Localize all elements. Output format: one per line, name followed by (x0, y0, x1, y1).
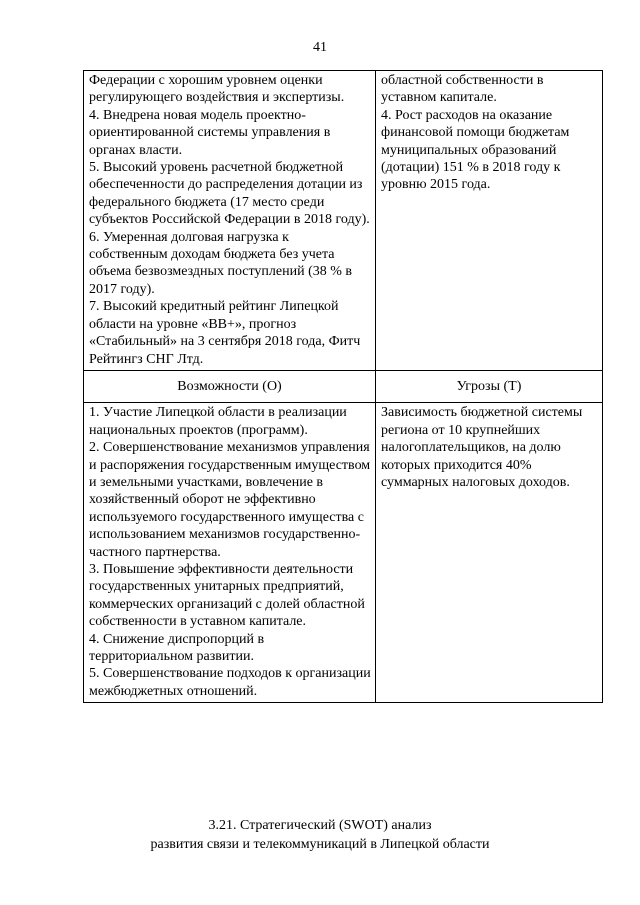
list-item: 4. Снижение диспропорций в территориальном развитии. (89, 631, 265, 664)
list-item: 5. Высокий уровень расчетной бюджетной обеспеченности до распределения дотации из федерального бюджета (17 место среди субъектов Российской Федерации в 2018 году). (89, 160, 370, 228)
opportunities-header: Возможности (О) (84, 370, 376, 402)
list-item: 4. Рост расходов на оказание финансовой помощи бюджетам муниципальных образований (дотации) 151 % в 2018 году к уровню 2015 года. (381, 107, 570, 193)
list-item: 4. Внедрена новая модель проектно-ориентированной системы управления в органах власти. (89, 107, 331, 158)
table-header-row (84, 370, 603, 402)
list-item: 6. Умеренная долговая нагрузка к собственным доходам бюджета без учета объема безвозмездных поступлений (38 % в 2017 году). (89, 229, 353, 297)
section-caption-line-1: 3.21. Стратегический (SWOT) анализ (208, 818, 432, 833)
list-item: Федерации с хорошим уровнем оценки регулирующего воздействия и экспертизы. (89, 73, 345, 106)
list-item: 2. Совершенствование механизмов управления и распоряжения государственным имуществом и земельными участками, вовлечение в хозяйственный оборот не эффективно используемого государственного имущества с использованием механизмов государственно-частного партнерства. (89, 440, 371, 560)
threats-header: Угрозы (Т) (376, 370, 603, 402)
strengths-cell (84, 71, 376, 371)
table-row-opportunities-threats (84, 403, 603, 703)
list-item: 3. Повышение эффективности деятельности государственных унитарных предприятий, коммерческих организаций с долей областной собственности в уставном капитале. (89, 561, 365, 630)
opportunities-cell (84, 403, 376, 703)
weaknesses-cell (376, 71, 603, 371)
list-item: 7. Высокий кредитный рейтинг Липецкой области на уровне «BB+», прогноз «Стабильный» на 3 сентября 2018 года, Фитч Рейтингз СНГ Лтд. (89, 299, 361, 367)
swot-table (83, 70, 603, 703)
list-item: 5. Совершенствование подходов к организации межбюджетных отношений. (89, 666, 371, 699)
list-item: Зависимость бюджетной системы региона от 10 крупнейших налогоплательщиков, на долю которых приходится 40% суммарных налоговых доходов. (381, 405, 583, 490)
list-item: 1. Участие Липецкой области в реализации национальных проектов (программ). (89, 405, 347, 438)
section-caption-line-2: развития связи и телекоммуникаций в Липецкой области (150, 837, 490, 852)
threats-cell (376, 403, 603, 703)
page-number: 41 (313, 40, 327, 55)
table-row-strengths-weaknesses (84, 71, 603, 371)
list-item: областной собственности в уставном капитале. (381, 73, 544, 106)
